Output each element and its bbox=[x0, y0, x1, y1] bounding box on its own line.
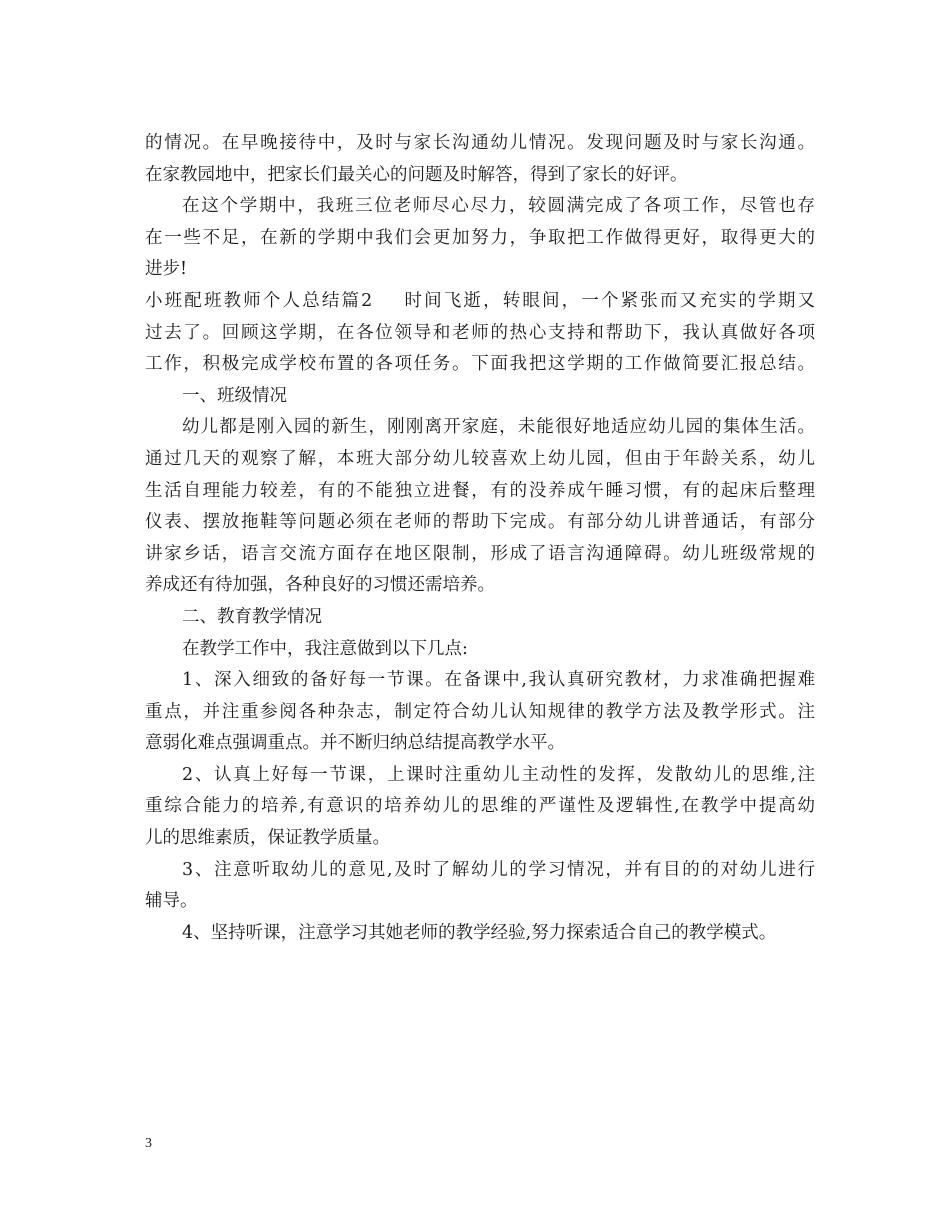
paragraph-start-line: 在教学工作中，我注意做到以下几点: bbox=[182, 638, 468, 659]
paragraph-start-line: 幼儿都是刚入园的新生，刚刚离开家庭，未能很好地适应幼儿园的集体生活。 bbox=[182, 417, 815, 438]
text-line: 进步! bbox=[145, 259, 188, 280]
text-line: 辅导。 bbox=[145, 891, 198, 912]
text-line: 重综合能力的培养,有意识的培养幼儿的思维的严谨性及逻辑性,在教学中提高幼 bbox=[145, 796, 815, 817]
section-heading-line bbox=[145, 286, 815, 318]
subheading-class-situation: 一、班级情况 bbox=[182, 385, 287, 406]
paragraph-start-line: 2、认真上好每一节课，上课时注重幼儿主动性的发挥，发散幼儿的思维,注 bbox=[182, 764, 815, 785]
text-line: 讲家乡话，语言交流方面存在地区限制，形成了语言沟通障碍。幼儿班级常规的 bbox=[145, 543, 815, 564]
text-line: 通过几天的观察了解，本班大部分幼儿较喜欢上幼儿园，但由于年龄关系，幼儿 bbox=[145, 448, 815, 469]
paragraph-start-line: 1、深入细致的备好每一节课。在备课中,我认真研究教材，力求准确把握难 bbox=[182, 670, 815, 691]
paragraph-start-line: 3、注意听取幼儿的意见,及时了解幼儿的学习情况，并有目的的对幼儿进行 bbox=[182, 859, 815, 880]
text-line: 仪表、摆放拖鞋等问题必须在老师的帮助下完成。有部分幼儿讲普通话，有部分 bbox=[145, 512, 815, 533]
text-line: 生活自理能力较差，有的不能独立进餐，有的没养成午睡习惯，有的起床后整理 bbox=[145, 480, 815, 501]
text-line: 意弱化难点强调重点。并不断归纳总结提高教学水平。 bbox=[145, 733, 565, 754]
paragraph-start-line: 4、坚持听课，注意学习其她老师的教学经验,努力探索适合自己的教学模式。 bbox=[182, 922, 777, 943]
text-line: 在家教园地中，把家长们最关心的问题及时解答，得到了家长的好评。 bbox=[145, 164, 688, 185]
text-line: 重点，并注重参阅各种杂志，制定符合幼儿认知规律的教学方法及教学形式。注 bbox=[145, 701, 815, 722]
subheading-teaching-situation: 二、教育教学情况 bbox=[182, 606, 322, 627]
section-title: 小班配班教师个人总结篇2 bbox=[145, 290, 373, 311]
text-line: 养成还有待加强，各种良好的习惯还需培养。 bbox=[145, 575, 495, 596]
text-line: 在一些不足，在新的学期中我们会更加努力，争取把工作做得更好，取得更大的 bbox=[145, 227, 815, 248]
section-intro-text: 时间飞逝，转眼间，一个紧张而又充实的学期又 bbox=[402, 290, 815, 311]
document-body bbox=[145, 128, 815, 949]
text-line: 过去了。回顾这学期，在各位领导和老师的热心支持和帮助下，我认真做好各项 bbox=[145, 322, 815, 343]
text-line: 工作，积极完成学校布置的各项任务。下面我把这学期的工作做简要汇报总结。 bbox=[145, 354, 815, 375]
page-number: 3 bbox=[145, 1136, 152, 1151]
text-line: 的情况。在早晚接待中，及时与家长沟通幼儿情况。发现问题及时与家长沟通。 bbox=[145, 133, 815, 153]
text-line: 儿的思维素质，保证教学质量。 bbox=[145, 828, 390, 849]
paragraph-start-line: 在这个学期中，我班三位老师尽心尽力，较圆满完成了各项工作，尽管也存 bbox=[182, 196, 815, 217]
